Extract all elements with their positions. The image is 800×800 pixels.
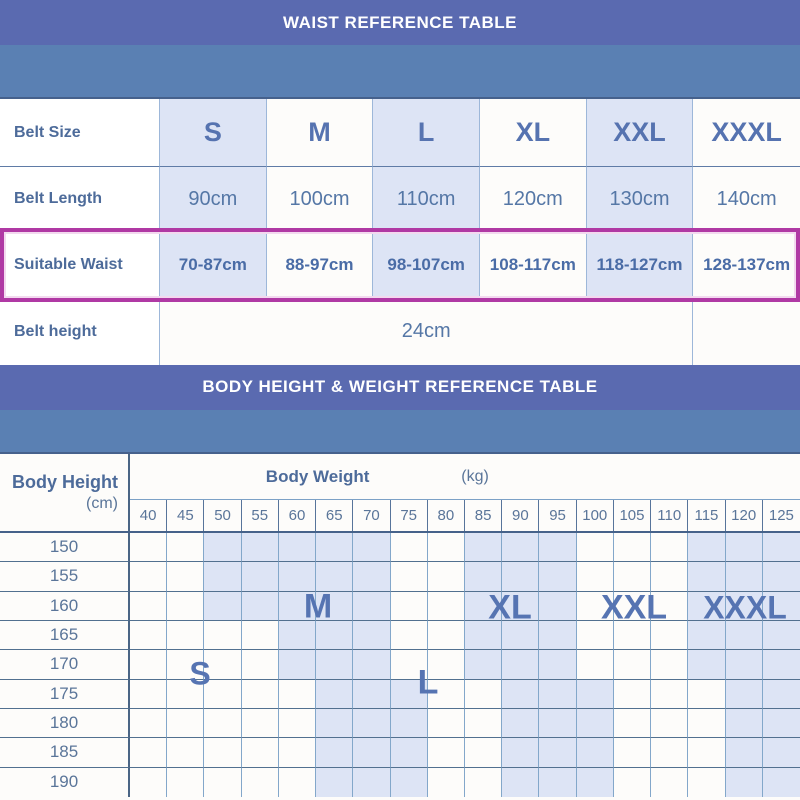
weight-cell-160-75 [391,592,428,621]
waist-row-label-suitable-waist: Suitable Waist [0,232,160,298]
weight-cell-180-110 [651,709,688,738]
weight-cell-170-40 [130,650,167,679]
weight-cell-160-45 [167,592,204,621]
weight-cell-165-125 [763,621,800,650]
weight-tick-55: 55 [242,500,279,531]
weight-cell-180-80 [428,709,465,738]
weight-cell-185-80 [428,738,465,767]
weight-cell-155-85 [465,562,502,591]
weight-cell-160-80 [428,592,465,621]
weight-cell-170-55 [242,650,279,679]
waist-row-label-belt-size: Belt Size [0,99,160,167]
weight-cell-175-70 [353,680,390,709]
weight-cell-190-85 [465,768,502,797]
weight-cell-175-85 [465,680,502,709]
body-height-label: Body Height [12,472,118,492]
weight-cell-180-50 [204,709,241,738]
weight-cell-155-40 [130,562,167,591]
height-row-155 [0,562,800,591]
height-row-190 [0,768,800,797]
belt-height-empty-cell [693,298,800,365]
weight-tick-45: 45 [167,500,204,531]
weight-cell-185-55 [242,738,279,767]
height-row-165 [0,621,800,650]
weight-cell-190-60 [279,768,316,797]
weight-cell-185-50 [204,738,241,767]
body-table-rows [0,533,800,797]
weight-cell-170-70 [353,650,390,679]
weight-cell-150-80 [428,533,465,562]
weight-cell-165-90 [502,621,539,650]
body-weight-header-row [130,454,800,500]
weight-cell-150-75 [391,533,428,562]
weight-cell-160-120 [726,592,763,621]
weight-cell-150-85 [465,533,502,562]
weight-cell-190-40 [130,768,167,797]
body-reference-table [0,452,800,800]
weight-cell-185-115 [688,738,725,767]
weight-cell-190-95 [539,768,576,797]
weight-cell-190-45 [167,768,204,797]
weight-cell-165-65 [316,621,353,650]
weight-cell-165-60 [279,621,316,650]
weight-cell-170-90 [502,650,539,679]
weight-cell-185-110 [651,738,688,767]
weight-cell-190-70 [353,768,390,797]
weight-tick-115: 115 [688,500,725,531]
weight-cell-175-120 [726,680,763,709]
weight-cell-165-50 [204,621,241,650]
waist-cell-0-6: XXXL [693,99,800,167]
weight-cell-170-115 [688,650,725,679]
weight-cell-155-95 [539,562,576,591]
height-label-175: 175 [0,680,130,709]
body-weight-label: Body Weight [265,466,370,486]
weight-cell-165-45 [167,621,204,650]
weight-cell-180-120 [726,709,763,738]
weight-cell-150-105 [614,533,651,562]
weight-cell-155-50 [204,562,241,591]
weight-cell-175-80 [428,680,465,709]
weight-cell-180-40 [130,709,167,738]
weight-cell-170-65 [316,650,353,679]
weight-cell-155-45 [167,562,204,591]
weight-cell-175-125 [763,680,800,709]
waist-cell-1-1: 90cm [160,167,267,232]
height-label-150: 150 [0,533,130,562]
waist-cell-2-5: 118-127cm [587,232,694,298]
weight-cell-190-65 [316,768,353,797]
weight-cell-150-120 [726,533,763,562]
weight-cell-170-125 [763,650,800,679]
weight-cell-150-95 [539,533,576,562]
weight-cell-180-90 [502,709,539,738]
weight-cell-190-50 [204,768,241,797]
waist-cell-1-4: 120cm [480,167,587,232]
weight-cell-160-95 [539,592,576,621]
weight-cell-155-80 [428,562,465,591]
weight-tick-110: 110 [651,500,688,531]
weight-cell-155-70 [353,562,390,591]
weight-cell-160-55 [242,592,279,621]
weight-cell-185-40 [130,738,167,767]
weight-cell-150-110 [651,533,688,562]
height-row-150 [0,533,800,562]
waist-cell-0-3: L [373,99,480,167]
weight-cell-190-105 [614,768,651,797]
size-label-s: S [189,655,211,692]
top-banner-band [0,45,800,97]
weight-cell-160-105 [614,592,651,621]
weight-cell-175-75 [391,680,428,709]
weight-cell-185-105 [614,738,651,767]
weight-cell-180-105 [614,709,651,738]
weight-cell-170-60 [279,650,316,679]
weight-cell-150-115 [688,533,725,562]
weight-cell-165-120 [726,621,763,650]
size-label-xxl: XXL [600,588,668,627]
weight-cell-150-100 [577,533,614,562]
weight-cell-175-115 [688,680,725,709]
weight-cell-170-45 [167,650,204,679]
weight-cell-165-75 [391,621,428,650]
weight-cell-170-110 [651,650,688,679]
weight-cell-170-95 [539,650,576,679]
weight-cell-190-110 [651,768,688,797]
weight-cell-185-45 [167,738,204,767]
weight-tick-70: 70 [353,500,390,531]
height-row-180 [0,709,800,738]
waist-cell-1-5: 130cm [587,167,694,232]
waist-cell-2-1: 70-87cm [160,232,267,298]
weight-cell-185-95 [539,738,576,767]
weight-cell-175-40 [130,680,167,709]
weight-cell-175-90 [502,680,539,709]
weight-cell-165-70 [353,621,390,650]
weight-cell-165-95 [539,621,576,650]
waist-row-label-belt-height: Belt height [0,298,160,365]
weight-cell-185-120 [726,738,763,767]
weight-cell-185-60 [279,738,316,767]
weight-cell-155-60 [279,562,316,591]
height-label-170: 170 [0,650,130,679]
weight-cell-160-40 [130,592,167,621]
weight-cell-165-115 [688,621,725,650]
weight-cell-185-100 [577,738,614,767]
size-label-m: M [303,587,333,626]
weight-cell-160-110 [651,592,688,621]
weight-cell-170-105 [614,650,651,679]
height-label-190: 190 [0,768,130,797]
weight-tick-95: 95 [539,500,576,531]
weight-tick-80: 80 [428,500,465,531]
weight-cell-155-110 [651,562,688,591]
waist-cell-1-2: 100cm [267,167,374,232]
weight-cell-150-55 [242,533,279,562]
weight-cell-175-55 [242,680,279,709]
weight-cell-170-80 [428,650,465,679]
waist-cell-2-6: 128-137cm [693,232,800,298]
weight-cell-160-85 [465,592,502,621]
weight-cell-180-85 [465,709,502,738]
weight-cell-150-70 [353,533,390,562]
waist-table-title: WAIST REFERENCE TABLE [0,0,800,45]
height-row-185 [0,738,800,767]
waist-reference-table [0,97,800,363]
weight-cell-165-110 [651,621,688,650]
height-label-180: 180 [0,709,130,738]
weight-cell-160-50 [204,592,241,621]
weight-cell-155-65 [316,562,353,591]
body-weight-unit: (kg) [461,467,489,485]
weight-cell-150-65 [316,533,353,562]
weight-cell-180-95 [539,709,576,738]
weight-tick-60: 60 [279,500,316,531]
weight-cell-175-50 [204,680,241,709]
weight-cell-190-80 [428,768,465,797]
height-label-160: 160 [0,592,130,621]
weight-cell-180-65 [316,709,353,738]
weight-cell-185-85 [465,738,502,767]
height-label-155: 155 [0,562,130,591]
body-height-header-cell [0,454,130,531]
weight-cell-155-115 [688,562,725,591]
weight-cell-160-115 [688,592,725,621]
weight-cell-170-50 [204,650,241,679]
height-row-160 [0,592,800,621]
weight-cell-160-60 [279,592,316,621]
weight-cell-150-60 [279,533,316,562]
height-row-175 [0,680,800,709]
weight-cell-180-55 [242,709,279,738]
height-label-185: 185 [0,738,130,767]
waist-cell-2-3: 98-107cm [373,232,480,298]
waist-cell-1-3: 110cm [373,167,480,232]
weight-cell-170-100 [577,650,614,679]
waist-cell-2-2: 88-97cm [267,232,374,298]
weight-ticks-row [130,500,800,531]
belt-height-value-cell: 24cm [160,298,693,365]
weight-cell-150-90 [502,533,539,562]
weight-cell-175-100 [577,680,614,709]
height-label-165: 165 [0,621,130,650]
weight-cell-190-75 [391,768,428,797]
weight-tick-75: 75 [391,500,428,531]
weight-cell-165-105 [614,621,651,650]
weight-tick-100: 100 [577,500,614,531]
waist-cell-1-6: 140cm [693,167,800,232]
weight-cell-190-115 [688,768,725,797]
weight-cell-165-40 [130,621,167,650]
weight-cell-180-60 [279,709,316,738]
waist-cell-0-4: XL [480,99,587,167]
weight-cell-180-75 [391,709,428,738]
waist-row-label-belt-length: Belt Length [0,167,160,232]
weight-cell-175-45 [167,680,204,709]
weight-cell-175-105 [614,680,651,709]
weight-cell-170-120 [726,650,763,679]
middle-banner-band [0,410,800,452]
body-height-unit: (cm) [86,495,118,512]
weight-cell-160-70 [353,592,390,621]
weight-tick-65: 65 [316,500,353,531]
weight-cell-185-90 [502,738,539,767]
body-table-title: BODY HEIGHT & WEIGHT REFERENCE TABLE [0,363,800,410]
weight-cell-150-125 [763,533,800,562]
weight-cell-190-100 [577,768,614,797]
weight-cell-165-80 [428,621,465,650]
weight-cell-190-125 [763,768,800,797]
weight-cell-190-120 [726,768,763,797]
weight-cell-185-125 [763,738,800,767]
waist-cell-0-2: M [267,99,374,167]
weight-cell-160-90 [502,592,539,621]
weight-tick-50: 50 [204,500,241,531]
weight-cell-175-95 [539,680,576,709]
body-weight-header-cell [130,454,800,531]
weight-cell-180-45 [167,709,204,738]
weight-cell-165-85 [465,621,502,650]
weight-cell-170-75 [391,650,428,679]
weight-cell-180-115 [688,709,725,738]
weight-cell-185-75 [391,738,428,767]
weight-cell-165-55 [242,621,279,650]
weight-cell-165-100 [577,621,614,650]
weight-cell-155-120 [726,562,763,591]
weight-cell-155-90 [502,562,539,591]
weight-cell-155-55 [242,562,279,591]
weight-cell-185-65 [316,738,353,767]
weight-cell-150-50 [204,533,241,562]
weight-tick-85: 85 [465,500,502,531]
weight-cell-185-70 [353,738,390,767]
weight-cell-190-55 [242,768,279,797]
weight-cell-155-100 [577,562,614,591]
weight-tick-105: 105 [614,500,651,531]
weight-cell-155-105 [614,562,651,591]
weight-tick-40: 40 [130,500,167,531]
weight-cell-150-40 [130,533,167,562]
weight-cell-155-75 [391,562,428,591]
weight-cell-160-100 [577,592,614,621]
size-label-l: L [417,663,439,702]
weight-cell-180-125 [763,709,800,738]
weight-tick-90: 90 [502,500,539,531]
weight-cell-170-85 [465,650,502,679]
weight-cell-180-100 [577,709,614,738]
size-label-xxxl: XXXL [703,589,787,626]
weight-cell-175-110 [651,680,688,709]
weight-cell-175-60 [279,680,316,709]
weight-cell-160-65 [316,592,353,621]
weight-cell-155-125 [763,562,800,591]
body-table-header [0,454,800,533]
weight-cell-150-45 [167,533,204,562]
waist-cell-0-1: S [160,99,267,167]
weight-cell-160-125 [763,592,800,621]
weight-cell-175-65 [316,680,353,709]
weight-cell-180-70 [353,709,390,738]
height-row-170 [0,650,800,679]
waist-cell-2-4: 108-117cm [480,232,587,298]
waist-cell-0-5: XXL [587,99,694,167]
weight-tick-120: 120 [726,500,763,531]
weight-tick-125: 125 [768,507,794,524]
weight-cell-190-90 [502,768,539,797]
size-label-xl: XL [488,588,532,627]
